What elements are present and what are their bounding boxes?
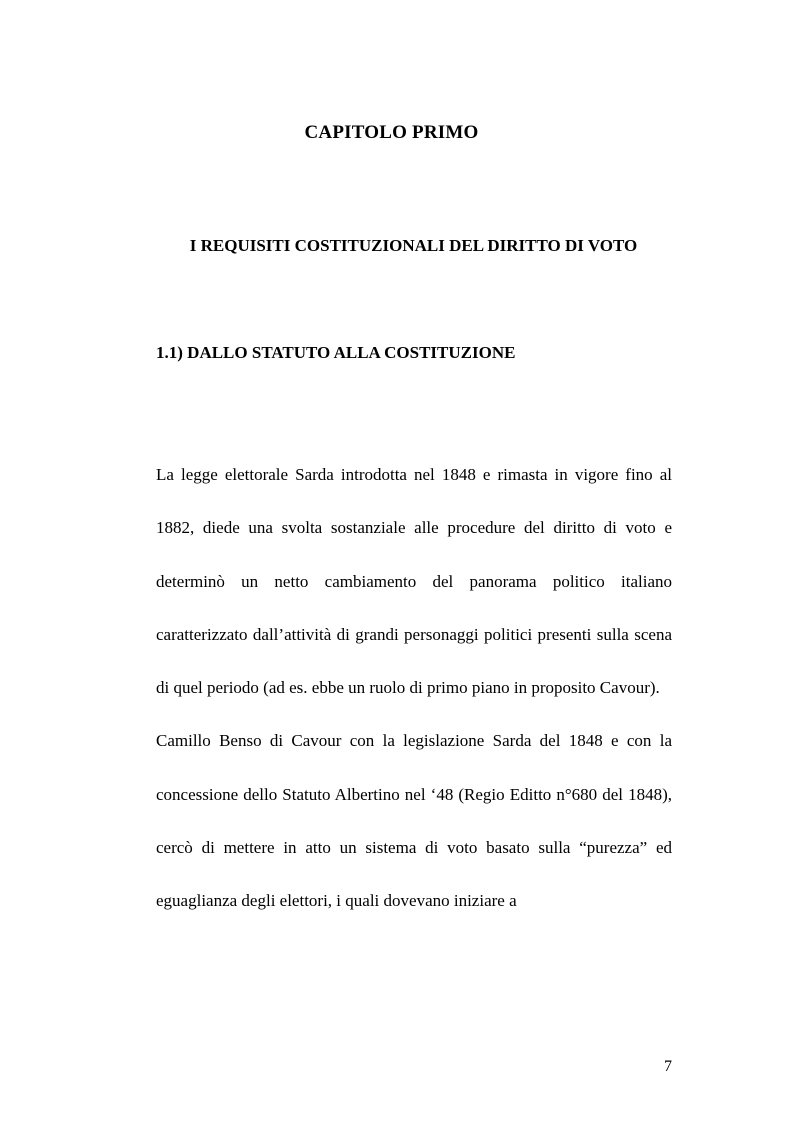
body-text	[156, 448, 672, 928]
paragraph-2: Camillo Benso di Cavour con la legislazione Sarda del 1848 e con la concessione dello Statuto Albertino nel ‘48 (Regio Editto n°680 del 1848), cercò di mettere in atto un sistema di voto basato sulla “purezza” ed eguaglianza degli elettori, i quali dovevano iniziare a	[156, 731, 672, 911]
chapter-title: CAPITOLO PRIMO	[304, 122, 479, 143]
section-heading: 1.1) DALLO STATUTO ALLA COSTITUZIONE	[156, 343, 516, 362]
page-number: 7	[664, 1058, 672, 1075]
paragraph-1: La legge elettorale Sarda introdotta nel 1848 e rimasta in vigore fino al 1882, diede una svolta sostanziale alle procedure del diritto di voto e determinò un netto cambiamento del panorama politico italiano caratterizzato dall’attività di grandi personaggi politici presenti sulla scena di quel periodo (ad es. ebbe un ruolo di primo piano in proposito Cavour).	[156, 465, 672, 698]
chapter-subtitle: I REQUISITI COSTITUZIONALI DEL DIRITTO DI VOTO	[189, 236, 638, 255]
